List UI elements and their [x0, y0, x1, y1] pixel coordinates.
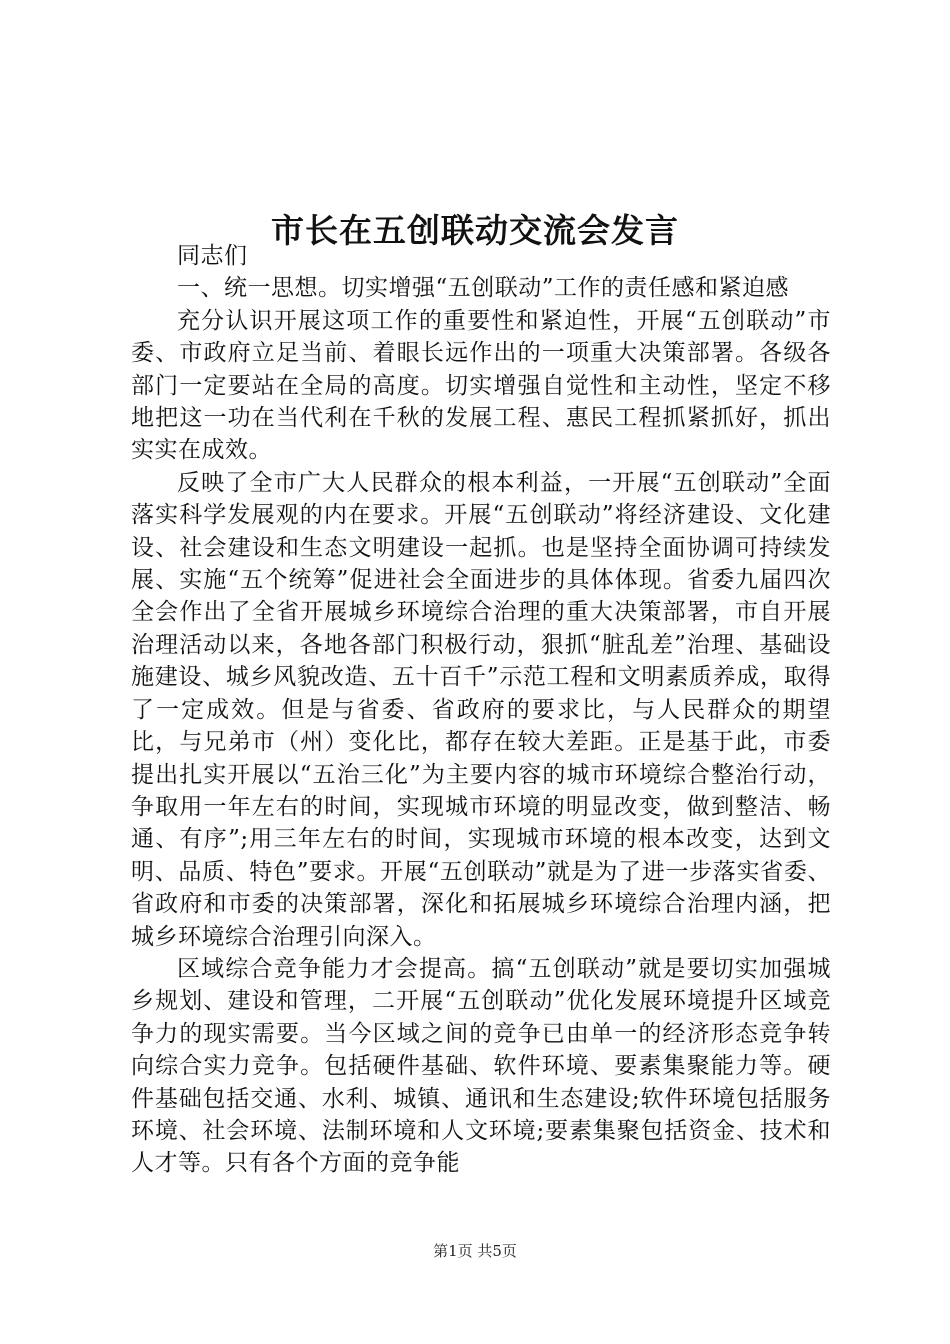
- body-paragraph: 充分认识开展这项工作的重要性和紧迫性，开展“五创联动”市委、市政府立足当前、着眼长远作出的一项重大决策部署。各级各部门一定要站在全局的高度。切实增强自觉性和主动性，坚定不移地把这一功在当代利在千秋的发展工程、惠民工程抓紧抓好，抓出实实在成效。: [131, 307, 831, 464]
- body-paragraph: 反映了全市广大人民群众的根本利益，一开展“五创联动”全面落实科学发展观的内在要求。开展“五创联动”将经济建设、文化建设、社会建设和生态文明建设一起抓。也是坚持全面协调可持续发展、实施“五个统筹”促进社会全面进步的具体体现。省委九届四次全会作出了全省开展城乡环境综合治理的重大决策部署，市自开展治理活动以来，各地各部门积极行动，狠抓“脏乱差”治理、基础设施建设、城乡风貌改造、五十百千”示范工程和文明素质养成，取得了一定成效。但是与省委、省政府的要求比，与人民群众的期望比，与兄弟市（州）变化比，都存在较大差距。正是基于此，市委提出扎实开展以“五治三化”为主要内容的城市环境综合整治行动，争取用一年左右的时间，实现城市环境的明显改变，做到整洁、畅通、有序”;用三年左右的时间，实现城市环境的根本改变，达到文明、品质、特色”要求。开展“五创联动”就是为了进一步落实省委、省政府和市委的决策部署，深化和拓展城乡环境综合治理内涵，把城乡环境综合治理引向深入。: [131, 469, 831, 950]
- section-heading-paragraph: 一、统一思想。切实增强“五创联动”工作的责任感和紧迫感: [177, 275, 790, 302]
- document-title: 市长在五创联动交流会发言: [271, 211, 679, 251]
- page-number-footer: 第1页 共5页: [433, 1242, 517, 1260]
- document-body: [131, 240, 831, 1180]
- body-paragraph: 区域综合竞争能力才会提高。搞“五创联动”就是要切实加强城乡规划、建设和管理，二开展“五创联动”优化发展环境提升区域竞争力的现实需要。当今区域之间的竞争已由单一的经济形态竞争转向综合实力竞争。包括硬件基础、软件环境、要素集聚能力等。硬件基础包括交通、水利、城镇、通讯和生态建设;软件环境包括服务环境、社会环境、法制环境和人文环境;要素集聚包括资金、技术和人才等。只有各个方面的竞争能: [131, 955, 831, 1177]
- salutation-paragraph: 同志们: [177, 243, 248, 269]
